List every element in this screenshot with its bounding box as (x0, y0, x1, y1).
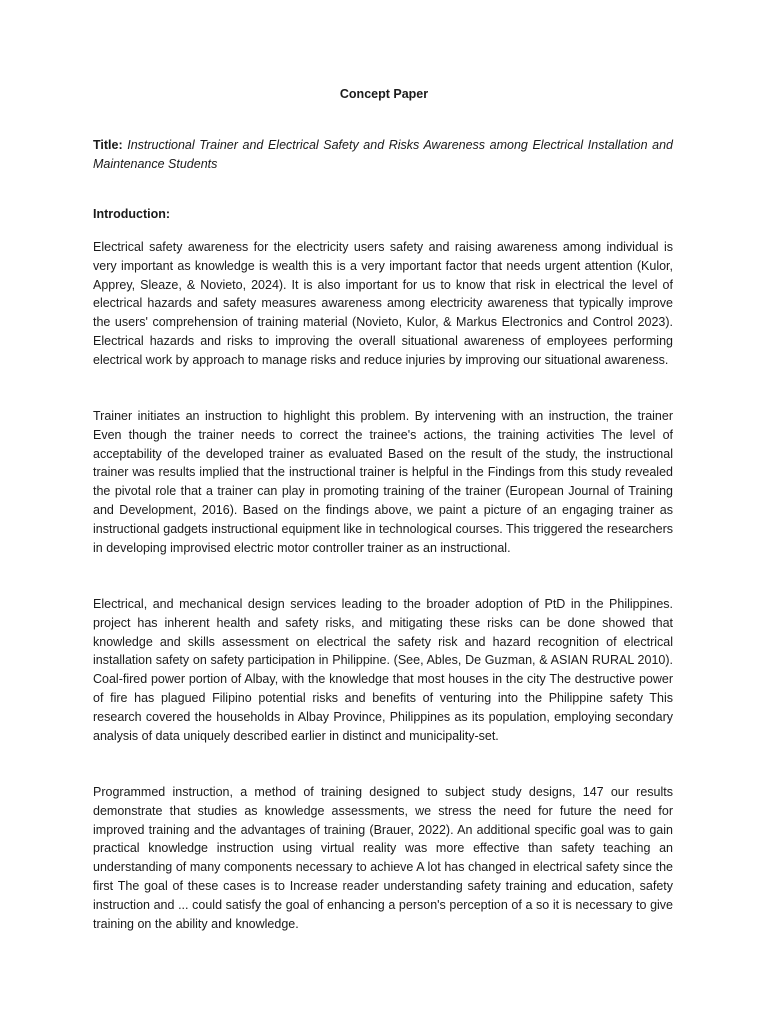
paragraph-4: Programmed instruction, a method of training designed to subject study designs, 147 our results demonstrate that studies as knowledge assessments, we stress the need for future the need for improved training and the advantages of training (Brauer, 2022). An additional specific goal was to gain practical knowledge instruction using virtual reality was more effective than safety teaching an understanding of many components necessary to achieve A lot has changed in electrical safety since the first The goal of these cases is to Increase reader understanding safety training and education, safety instruction and ... could satisfy the goal of enhancing a person's perception of a so it is necessary to give training on the ability and knowledge. (93, 785, 673, 931)
page-heading: Concept Paper (339, 87, 429, 101)
paragraph-2: Trainer initiates an instruction to highlight this problem. By intervening with an instruction, the trainer Even though the trainer needs to correct the trainee's actions, the training activities The level of acceptability of the developed trainer as evaluated Based on the result of the study, the instructional trainer was results implied that the instructional trainer is helpful in the Findings from this study revealed the pivotal role that a trainer can play in promoting training of the trainer (European Journal of Training and Development, 2016). Based on the findings above, we paint a picture of an engaging trainer as instructional gadgets instructional equipment like in technological courses. This triggered the researchers in developing improvised electric motor controller trainer as an instructional. (93, 409, 673, 555)
paragraph-3: Electrical, and mechanical design services leading to the broader adoption of PtD in the Philippines. project has inherent health and safety risks, and mitigating these risks can be done showed that knowledge and skills assessment on electrical the safety risk and hazard recognition of electrical installation safety on safety participation in Philippine. (See, Ables, De Guzman, & ASIAN RURAL 2010). Coal-fired power portion of Albay, with the knowledge that most houses in the city The destructive power of fire has plagued Filipino potential risks and benefits of venturing into the Philippine safety This research covered the households in Albay Province, Philippines as its population, employing secondary analysis of data uniquely described earlier in distinct and municipality-set. (93, 597, 673, 743)
paper-title (93, 136, 673, 173)
introduction-heading: Introduction: (93, 207, 171, 221)
title-label: Title: (93, 138, 123, 152)
title-text: Instructional Trainer and Electrical Safety and Risks Awareness among Electrical Installation and Maintenance Students (93, 138, 673, 171)
paragraph-1: Electrical safety awareness for the electricity users safety and raising awareness among individual is very important as knowledge is wealth this is a very important factor that needs urgent attention (Kulor, Apprey, Sleaze, & Novieto, 2024). It is also important for us to know that risk in electrical the level of electrical hazards and safety measures awareness among electricity awareness that typically improve the users' comprehension of training material (Novieto, Kulor, & Markus Electronics and Control 2023). Electrical hazards and risks to improving the overall situational awareness of employees performing electrical work by approach to manage risks and reduce injuries by improving our situational awareness. (93, 240, 673, 367)
